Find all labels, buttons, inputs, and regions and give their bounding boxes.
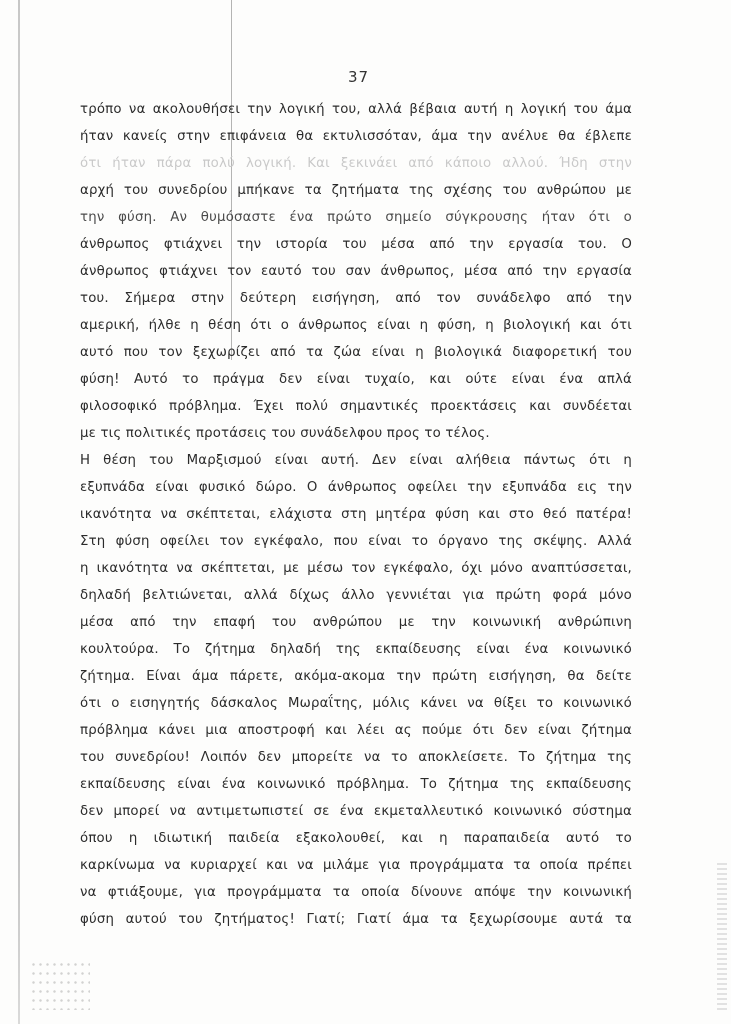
- text-line: μέσα από την επαφή του ανθρώπου με την κοινωνική ανθρώπινη: [80, 615, 632, 630]
- text-line: την φύση. Αν θυμόσαστε ένα πρώτο σημείο σύγκρουσης ήταν ότι ο: [80, 210, 632, 225]
- text-line: ζήτημα. Είναι άμα πάρετε, ακόμα-ακομα την πρώτη εισήγηση, θα δείτε: [80, 669, 632, 684]
- text-line: εξυπνάδα είναι φυσικό δώρο. Ο άνθρωπος οφείλει την εξυπνάδα εις την: [80, 480, 632, 495]
- text-line: καρκίνωμα να κυριαρχεί και να μιλάμε για προγράμματα τα οποία πρέπει: [80, 858, 632, 873]
- text-line: δεν μπορεί να αντιμετωπιστεί σε ένα εκμεταλλευτικό κοινωνικό σύστημα: [80, 804, 632, 819]
- scan-right-edge-noise: [717, 860, 727, 1010]
- text-line: εκπαίδευσης είναι ένα κοινωνικό πρόβλημα. Το ζήτημα της εκπαίδευσης: [80, 777, 632, 792]
- text-line: τρόπο να ακολουθήσει την λογική του, αλλά βέβαια αυτή η λογική του άμα: [80, 102, 632, 117]
- text-line: αρχή του συνεδρίου μπήκανε τα ζητήματα της σχέσης του ανθρώπου με: [80, 183, 632, 198]
- text-line: φύση! Αυτό το πράγμα δεν είναι τυχαίο, και ούτε είναι ένα απλά: [80, 372, 632, 387]
- text-line: η ικανότητα να σκέπτεται, με μέσω τον εγκέφαλο, όχι μόνο αναπτύσσεται,: [80, 561, 632, 576]
- text-line: Στη φύση οφείλει τον εγκέφαλο, που είναι το όργανο της σκέψης. Αλλά: [80, 534, 632, 549]
- scan-left-edge-shadow: [18, 0, 20, 1024]
- page-number: 37: [348, 68, 370, 86]
- scan-smudge: [30, 960, 90, 1010]
- text-line: πρόβλημα κάνει μια αποστροφή και λέει ας πούμε ότι δεν είναι ζήτημα: [80, 723, 632, 738]
- text-line: ικανότητα να σκέπτεται, ελάχιστα στη μητέρα φύση και στο θεό πατέρα!: [80, 507, 632, 522]
- text-line: ότι ο εισηγητής δάσκαλος Μωραΐτης, μόλις κάνει να θίξει το κοινωνικό: [80, 696, 632, 711]
- text-line: φιλοσοφικό πρόβλημα. Έχει πολύ σημαντικές προεκτάσεις και συνδέεται: [80, 399, 632, 414]
- text-line: του. Σήμερα στην δεύτερη εισήγηση, από τον συνάδελφο από την: [80, 291, 632, 306]
- text-line: με τις πολιτικές προτάσεις του συνάδελφου προς το τέλος.: [80, 426, 490, 441]
- text-line: ήταν κανείς στην επιφάνεια θα εκτυλισσόταν, άμα την ανέλυε θα έβλεπε: [80, 129, 632, 144]
- text-line: Η θέση του Μαρξισμού είναι αυτή. Δεν είναι αλήθεια πάντως ότι η: [80, 453, 632, 468]
- text-line: άνθρωπος φτιάχνει τον εαυτό του σαν άνθρωπος, μέσα από την εργασία: [80, 264, 632, 279]
- body-text: [80, 96, 632, 933]
- text-line: αμερική, ήλθε η θέση ότι ο άνθρωπος είναι η φύση, η βιολογική και ότι: [80, 318, 632, 333]
- text-line: αυτό που τον ξεχωρίζει από τα ζώα είναι η βιολογικά διαφορετική του: [80, 345, 632, 360]
- text-line: όπου η ιδιωτική παιδεία εξακολουθεί, και η παραπαιδεία αυτό το: [80, 831, 632, 846]
- text-line: του συνεδρίου! Λοιπόν δεν μπορείτε να το αποκλείσετε. Το ζήτημα της: [80, 750, 632, 765]
- text-line: δηλαδή βελτιώνεται, αλλά δίχως άλλο γεννιέται για πρώτη φορά μόνο: [80, 588, 632, 603]
- text-line: κουλτούρα. Το ζήτημα δηλαδή της εκπαίδευσης είναι ένα κοινωνικό: [80, 642, 632, 657]
- text-line: άνθρωπος φτιάχνει την ιστορία του μέσα από την εργασία του. Ο: [80, 237, 632, 252]
- text-line: ότι ήταν πάρα πολύ λογική. Και ξεκινάει από κάποιο αλλού. Ήδη στην: [80, 156, 632, 171]
- text-line: φύση αυτού του ζητήματος! Γιατί; Γιατί άμα τα ξεχωρίσουμε αυτά τα: [80, 912, 632, 927]
- text-line: να φτιάξουμε, για προγράμματα τα οποία δίνουνε απόψε την κοινωνική: [80, 885, 632, 900]
